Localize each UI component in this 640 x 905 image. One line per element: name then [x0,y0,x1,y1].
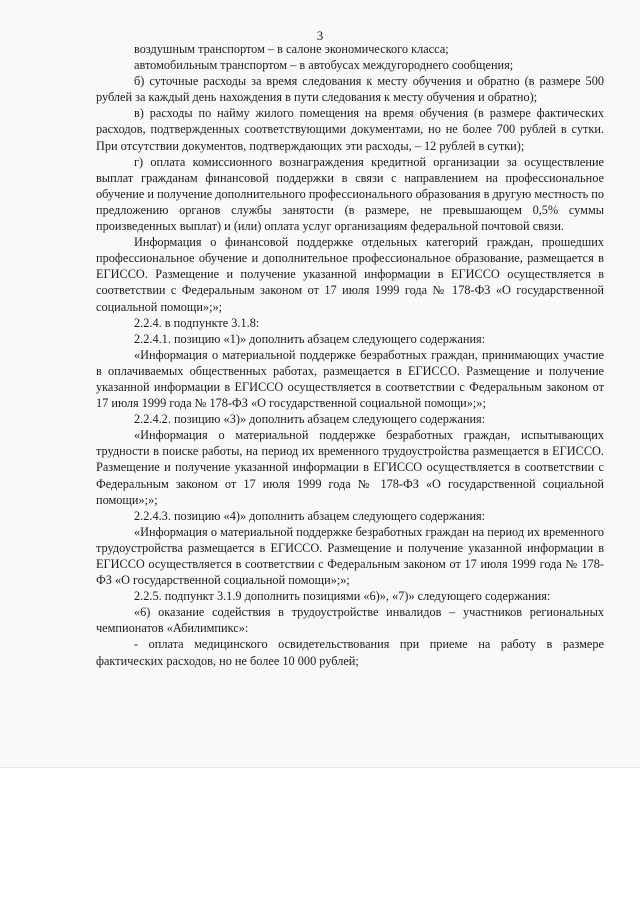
paragraph-11: «Информация о материальной поддержке безработных граждан, испытывающих трудности в поиске работы, на период их временного трудоустройства размещается в ЕГИССО. Размещение и получение указанной информации в ЕГИССО осуществляется в соответствии с Федеральным законом от 17 июля 1999 года № 178-ФЗ «О государственной социальной помощи»;»; [96,428,604,507]
paragraph-9: «Информация о материальной поддержке безработных граждан, принимающих участие в оплачиваемых общественных работах, размещается в ЕГИССО. Размещение и получение указанной информации в ЕГИССО осуществляется в соответствии с Федеральным законом от 17 июля 1999 года № 178-ФЗ «О государственной социальной помощи»;»; [96,347,604,411]
paragraph-6: Информация о финансовой поддержке отдельных категорий граждан, прошедших профессиональное обучение и дополнительное профессиональное образование, размещается в ЕГИССО. Размещение и получение указанной информации в ЕГИССО осуществляется в соответствии с Федеральным законом от 17 июля 1999 года № 178-ФЗ «О государственной социальной помощи»;»; [96,235,604,314]
paragraph-3: б) суточные расходы за время следования к месту обучения и обратно (в размере 500 рублей за каждый день нахождения в пути следования к месту обучения и обратно); [96,74,604,105]
paragraph-14: 2.2.5. подпункт 3.1.9 дополнить позициями «6)», «7)» следующего содержания: [134,589,551,604]
paragraph-8: 2.2.4.1. позицию «1)» дополнить абзацем следующего содержания: [134,331,486,346]
paragraph-13: «Информация о материальной поддержке безработных граждан на период их временного трудоустройства размещается в ЕГИССО. Размещение и получение указанной информации в ЕГИССО осуществляется в соответствии с Федеральным законом от 17 июля 1999 года № 178-ФЗ «О государственной социальной помощи»;»; [96,524,604,588]
paragraph-15: «6) оказание содействия в трудоустройстве инвалидов – участников региональных чемпионатов «Абилимпикс»: [96,605,604,636]
paragraph-12: 2.2.4.3. позицию «4)» дополнить абзацем следующего содержания: [134,508,486,523]
paragraph-2: автомобильным транспортом – в автобусах междугороднего сообщения; [134,58,514,73]
document-body [96,41,604,669]
paragraph-16: - оплата медицинского освидетельствования при приеме на работу в размере фактических расходов, но не более 10 000 рублей; [96,637,604,668]
paragraph-5: г) оплата комиссионного вознаграждения кредитной организации за осуществление выплат гражданам финансовой поддержки в связи с направлением на профессиональное обучение и получение дополнительного профессионального образования в другую местность по предложению органов службы занятости (в размере, не превышающем 0,5% суммы произведенных выплат) и (или) оплата услуг организациям федеральной почтовой связи. [96,154,604,234]
paragraph-7: 2.2.4. в подпункте 3.1.8: [134,315,260,330]
paragraph-4: в) расходы по найму жилого помещения на время обучения (в размере фактических расходов, подтвержденных соответствующими документами, но не более 700 рублей в сутки. При отсутствии документов, подтверждающих эти расходы, – 12 рублей в сутки); [96,106,604,153]
paragraph-1: воздушным транспортом – в салоне экономического класса; [134,42,449,56]
page-number: 3 [316,28,324,43]
paragraph-10: 2.2.4.2. позицию «3)» дополнить абзацем следующего содержания: [134,412,486,427]
